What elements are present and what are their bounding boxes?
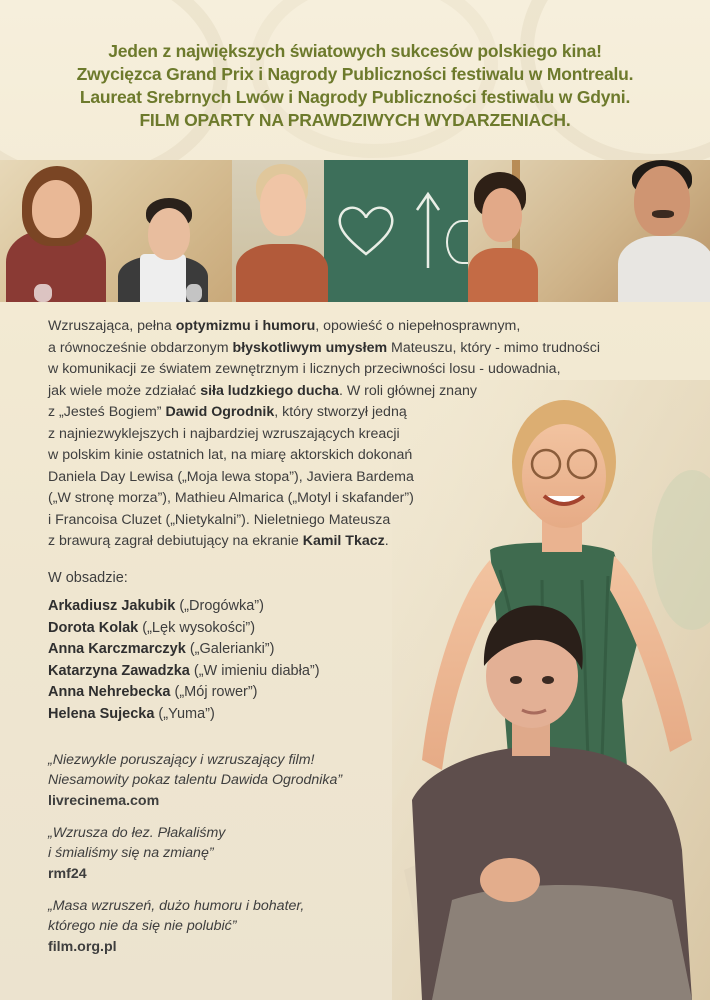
press-quote: „Niezwykle poruszający i wzruszający film! Niesamowity pokaz talentu Dawida Ogrodnika” livrecinema.com — [48, 750, 408, 811]
synopsis-line: w komunikacji ze światem zewnętrznym i licznych przeciwności losu - udowadnia, — [48, 361, 561, 377]
still-classroom-scene — [232, 160, 468, 302]
tagline-4: FILM OPARTY NA PRAWDZIWYCH WYDARZENIACH. — [139, 110, 571, 130]
chalkboard — [324, 160, 468, 302]
synopsis-line: Daniela Day Lewisa („Moja lewa stopa”), Javiera Bardema — [48, 468, 414, 485]
synopsis-line: z brawurą zagrał debiutujący na ekranie Kamil Tkacz. — [48, 533, 389, 549]
tagline-1: Jeden z największych światowych sukcesów polskiego kina! — [108, 41, 602, 61]
quote-source: livrecinema.com — [48, 793, 160, 809]
synopsis-line: jak wiele może zdziałać siła ludzkiego ducha. W roli głównej znany — [48, 382, 477, 399]
still-father-scene — [468, 160, 710, 302]
tagline-2: Zwycięzca Grand Prix i Nagrody Publiczności festiwalu w Montrealu. — [76, 64, 634, 84]
quote-source: film.org.pl — [48, 939, 117, 955]
synopsis-line: z najniezwyklejszych i najbardziej wzruszających kreacji — [48, 425, 400, 442]
press-quote: „Masa wzruszeń, dużo humoru i bohater, którego nie da się nie polubić” film.org.pl — [48, 896, 408, 957]
cast-row: Anna Nehrebecka („Mój rower”) — [48, 684, 258, 700]
synopsis-line: a równocześnie obdarzonym błyskotliwym umysłem Mateuszu, który - mimo trudności — [48, 339, 600, 356]
chalk-heart-icon — [336, 202, 396, 258]
synopsis-line: z „Jesteś Bogiem” Dawid Ogrodnik, który stworzył jedną — [48, 404, 407, 420]
synopsis-line: w polskim kinie ostatnich lat, na miarę aktorskich dokonań — [48, 447, 413, 463]
synopsis-line: Wzruszająca, pełna optymizmu i humoru, opowieść o niepełnosprawnym, — [48, 318, 521, 334]
quote-source: rmf24 — [48, 866, 87, 882]
film-stills-strip — [0, 160, 710, 302]
synopsis-line: i Francoisa Cluzet („Nietykalni”). Nieletniego Mateusza — [48, 511, 391, 528]
press-quote: „Wzrusza do łez. Płakaliśmy i śmialiśmy się na zmianę” rmf24 — [48, 823, 408, 884]
press-quotes — [48, 750, 408, 969]
cast-row: Anna Karczmarczyk („Galerianki”) — [48, 641, 275, 657]
cast-heading: W obsadzie: — [48, 570, 128, 586]
synopsis-line: („W stronę morza”), Mathieu Almarica („Motyl i skafander”) — [48, 490, 414, 506]
cast-row: Dorota Kolak („Lęk wysokości”) — [48, 619, 256, 636]
chalk-arrow-icon — [414, 190, 442, 270]
tagline-3: Laureat Srebrnych Lwów i Nagrody Publiczności festiwalu w Gdyni. — [79, 87, 631, 107]
cast-row: Katarzyna Zawadzka („W imieniu diabła”) — [48, 662, 320, 679]
cast-list — [48, 596, 320, 725]
header-taglines — [0, 40, 710, 132]
cast-row: Arkadiusz Jakubik („Drogówka”) — [48, 598, 264, 614]
synopsis — [48, 316, 608, 553]
cast-row: Helena Sujecka („Yuma”) — [48, 705, 215, 722]
still-dinner-scene — [0, 160, 232, 302]
